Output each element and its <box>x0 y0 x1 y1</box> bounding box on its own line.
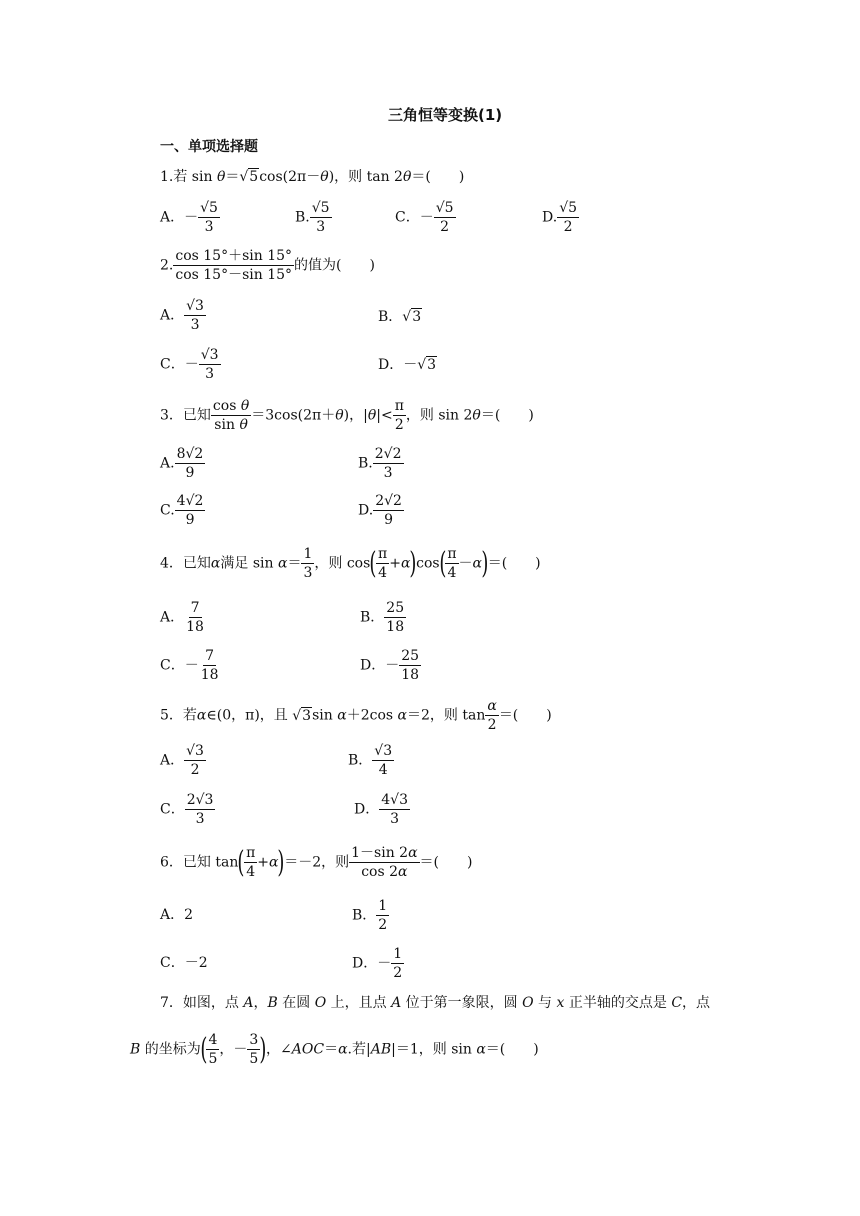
q5-option-c[interactable]: C． $\frac{2√3}{3}$ <box>160 792 214 828</box>
question-1-stem: 1.若 sin θ＝√5cos(2π－θ)，则 tan 2θ＝( ) <box>160 169 465 185</box>
q5-option-d[interactable]: D． $\frac{4√3}{3}$ <box>354 792 408 828</box>
q1-option-c[interactable]: C．－ $\frac{√5}{2}$ <box>395 200 454 236</box>
question-4-stem: 4．已知α满足 sin α＝ $\frac{1}{3}$ ，则 cos( $\frac{\pi}{4}$ +α)cos( $\frac{\pi}{4}$ －α)＝( ) <box>160 545 541 582</box>
q2-option-b[interactable]: B．√3 <box>378 309 422 325</box>
q1-option-b[interactable]: B. $\frac{√5}{3}$ <box>295 200 330 236</box>
q4-option-a[interactable]: A． $\frac{7}{18}$ <box>160 600 204 636</box>
question-6-stem: 6．已知 tan( $\frac{\pi}{4}$ +α)＝－2，则 $\frac{1-\sin 2\alpha}{\cos 2\alpha}$ ＝( ) <box>160 844 473 881</box>
q1-option-a[interactable]: A．－ $\frac{√5}{3}$ <box>160 200 218 236</box>
q4-option-b[interactable]: B． $\frac{25}{18}$ <box>360 600 405 636</box>
q3-option-b[interactable]: B. $\frac{2√2}{3}$ <box>358 446 402 482</box>
q3-option-c[interactable]: C. $\frac{4√2}{9}$ <box>160 493 204 529</box>
q6-option-a[interactable]: A．2 <box>160 907 194 923</box>
q2-option-d[interactable]: D．－√3 <box>378 357 437 373</box>
q6-option-d[interactable]: D．－ $\frac{1}{2}$ <box>352 946 403 982</box>
question-3-stem: 3．已知 $\frac{\text{cos θ}}{\text{sin θ}}$ ＝3cos(2π＋θ)，|θ|< $\frac{\pi}{2}$ ，则 sin 2θ＝( ) <box>160 398 534 434</box>
question-7-line-2: B 的坐标为( $\frac{4}{5}$ ，－ $\frac{3}{5}$ )，∠AOC＝α.若|AB|＝1，则 sin α＝( ) <box>130 1031 539 1068</box>
q2-option-c[interactable]: C．－ $\frac{√3}{3}$ <box>160 347 219 383</box>
question-5-stem: 5．若α∈(0，π)，且 √3sin α＋2cos α＝2，则 tan $\frac{\alpha}{2}$ ＝( ) <box>160 698 552 734</box>
q3-option-d[interactable]: D. $\frac{2√2}{9}$ <box>358 493 402 529</box>
question-2-stem: 2. $\frac{\cos 15^\circ+\sin 15^\circ}{\cos 15^\circ-\sin 15^\circ}$ 的值为( ) <box>160 248 375 284</box>
q2-option-a[interactable]: A． $\frac{√3}{3}$ <box>160 298 204 334</box>
q3-option-a[interactable]: A. $\frac{8√2}{9}$ <box>160 446 204 482</box>
q6-option-b[interactable]: B． $\frac{1}{2}$ <box>352 898 388 934</box>
question-7-line-1: 7．如图，点 A，B 在圆 O 上，且点 A 位于第一象限，圆 O 与 x 正半轴的交点是 C，点 <box>160 995 711 1011</box>
q6-option-c[interactable]: C．－2 <box>160 955 208 971</box>
q4-option-d[interactable]: D．－ $\frac{25}{18}$ <box>360 648 420 684</box>
q5-option-a[interactable]: A． $\frac{√3}{2}$ <box>160 743 204 779</box>
page-title: 三角恒等变换(1) <box>388 106 503 124</box>
q1-option-d[interactable]: D. $\frac{√5}{2}$ <box>542 200 578 236</box>
q4-option-c[interactable]: C．－ $\frac{7}{18}$ <box>160 648 219 684</box>
section-heading: 一、单项选择题 <box>160 139 258 155</box>
q5-option-b[interactable]: B． $\frac{√3}{4}$ <box>348 743 393 779</box>
